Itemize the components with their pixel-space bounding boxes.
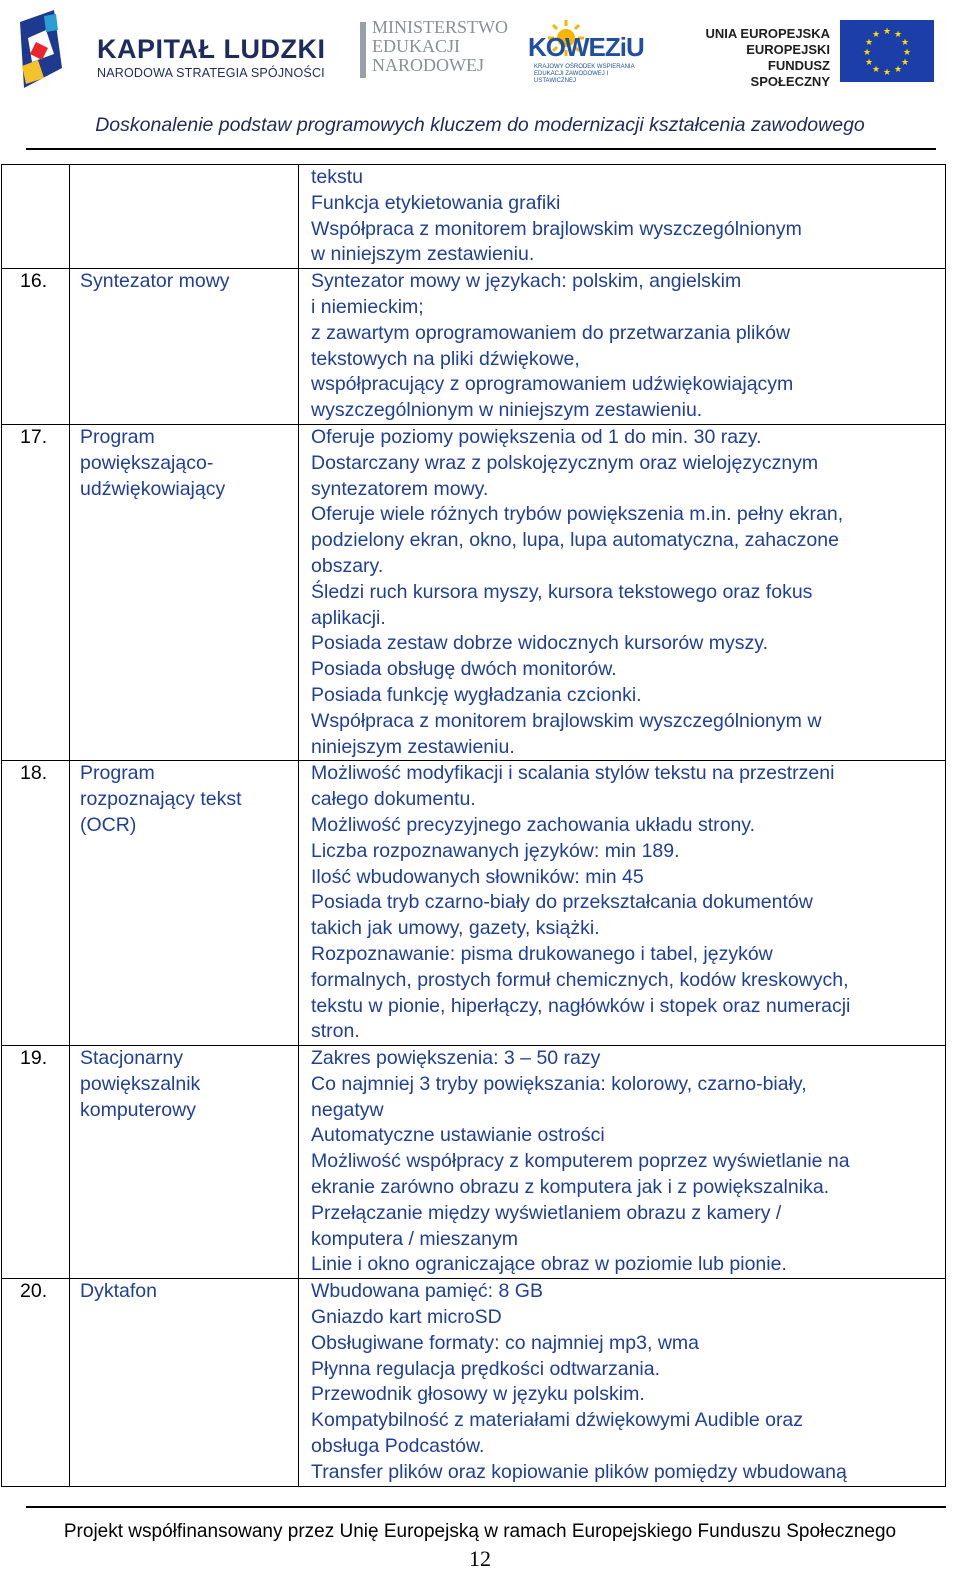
svg-text:★: ★ [882,27,892,37]
row-number-cell [2,761,70,1046]
kapital-ludzki-title: KAPITAŁ LUDZKI [97,34,326,64]
svg-text:★: ★ [862,48,872,58]
description-line: ekranie zarówno obrazu z komputera jak i z powiększalnika. [311,1176,830,1199]
description-line: Posiada funkcję wygładzania czcionki. [311,683,642,706]
item-name-line: powiększalnik [80,1072,201,1095]
description-line: Przewodnik głosowy w języku polskim. [311,1383,645,1406]
description-line: takich jak umowy, gazety, książki. [311,917,600,940]
table-row [2,1046,946,1279]
item-description-cell [299,1046,946,1279]
description-line: Gniazdo kart microSD [311,1306,502,1329]
ue-line2: EUROPEJSKI [746,42,830,57]
description-line: tekstu [311,166,364,188]
description-line: Współpraca z monitorem brajlowskim wyszczególnionym [311,217,802,240]
table-row [2,1279,946,1486]
men-logo-text [372,18,508,75]
description-line: Możliwość modyfikacji i scalania stylów tekstu na przestrzeni [311,762,835,785]
description-line: syntezatorem mowy. [311,477,489,500]
item-name-line: Syntezator mowy [80,270,230,293]
table-row [2,424,946,760]
svg-text:★: ★ [902,48,912,58]
item-description-cell [299,269,946,425]
svg-text:★: ★ [864,38,874,48]
koweziu-logo [528,18,648,84]
row-number: 17. [20,425,48,448]
item-description-cell [299,165,946,269]
description-line: całego dokumentu. [311,788,476,811]
description-line: Liczba rozpoznawanych języków: min 189. [311,839,680,862]
description-line: stron. [311,1020,360,1043]
description-line: Transfer plików oraz kopiowanie plików pomiędzy wbudowaną [311,1460,847,1483]
svg-text:★: ★ [893,65,903,75]
svg-text:★: ★ [882,68,892,78]
description-line: aplikacji. [311,606,386,629]
svg-text:★: ★ [871,65,881,75]
description-line: obsługa Podcastów. [311,1435,485,1458]
svg-text:★: ★ [900,38,910,48]
row-number-cell [2,1046,70,1279]
item-name-cell [70,165,299,269]
description-line: Posiada obsługę dwóch monitorów. [311,658,617,681]
description-line: Co najmniej 3 tryby powiększania: kolorowy, czarno-biały, [311,1072,807,1095]
ue-line1: UNIA EUROPEJSKA [705,26,830,41]
row-number-cell [2,1279,70,1486]
description-line: Płynna regulacja prędkości odtwarzania. [311,1357,661,1380]
header-divider [26,148,936,150]
description-line: wyszczególnionym w niniejszym zestawieniu. [311,399,703,422]
ue-line3: FUNDUSZ SPOŁECZNY [750,58,830,89]
description-line: tekstu w pionie, hiperłączy, nagłówków i stopek oraz numeracji [311,994,851,1017]
svg-text:★: ★ [900,58,910,68]
description-line: niniejszym zestawieniu. [311,735,515,758]
description-line: Śledzi ruch kursora myszy, kursora tekstowego oraz fokus [311,580,813,603]
item-name-line: Dyktafon [80,1280,157,1303]
item-description-cell [299,424,946,760]
item-name-line: (OCR) [80,813,137,836]
description-line: i niemieckim; [311,295,424,318]
men-logo-bar [360,22,366,78]
kapital-ludzki-subtitle: NARODOWA STRATEGIA SPÓJNOŚCI [97,66,325,80]
table-row [2,761,946,1046]
item-name-line: komputerowy [80,1098,196,1121]
description-line: negatyw [311,1098,384,1121]
item-description-cell [299,761,946,1046]
description-line: Posiada tryb czarno-biały do przekształcania dokumentów [311,891,813,914]
description-line: Kompatybilność z materiałami dźwiękowymi Audible oraz [311,1409,804,1432]
description-line: Ilość wbudowanych słowników: min 45 [311,865,644,888]
kapital-ludzki-emblem-icon [14,8,74,100]
item-name-line: rozpoznający tekst [80,788,242,811]
page-number: 12 [469,1546,491,1571]
description-line: Wbudowana pamięć: 8 GB [311,1280,543,1303]
specification-table [1,164,946,1487]
description-line: Funkcja etykietowania grafiki [311,191,561,214]
description-line: z zawartym oprogramowaniem do przetwarzania plików [311,321,791,344]
item-name-line: Stacjonarny [80,1047,183,1070]
description-line: Oferuje wiele różnych trybów powiększenia m.in. pełny ekran, [311,503,844,526]
footer-text: Projekt współfinansowany przez Unię Europejską w ramach Europejskiego Funduszu Społecznego [63,1521,897,1542]
item-name-line: udźwiękowiający [80,477,226,500]
item-name-line: Program [80,762,155,785]
svg-text:★: ★ [893,30,903,40]
description-line: podzielony ekran, okno, lupa, lupa automatyczna, zahaczone [311,529,839,552]
item-description-cell [299,1279,946,1486]
men-line2: EDUKACJI [372,36,460,56]
row-number-cell [2,424,70,760]
table-row [2,165,946,269]
description-line: obszary. [311,554,384,577]
row-number: 19. [20,1047,48,1070]
description-line: Współpraca z monitorem brajlowskim wyszczególnionym w [311,709,822,732]
description-line: Możliwość współpracy z komputerem poprzez wyświetlanie na [311,1150,850,1173]
item-name-cell [70,761,299,1046]
table-row [2,269,946,425]
item-name-cell [70,269,299,425]
svg-text:★: ★ [864,58,874,68]
specification-table-body [2,165,946,1487]
description-line: Obsługiwane formaty: co najmniej mp3, wma [311,1331,699,1354]
koweziu-name: KOWEZiU [528,32,644,62]
row-number: 20. [20,1280,48,1303]
footer-divider [26,1506,946,1508]
description-line: Oferuje poziomy powiększenia od 1 do min. 30 razy. [311,425,762,448]
men-line1: MINISTERSTWO [372,17,508,37]
svg-text:★: ★ [871,30,881,40]
koweziu-subtitle [534,64,644,85]
item-name-cell [70,1046,299,1279]
item-name-cell [70,1279,299,1486]
men-line3: NARODOWEJ [372,55,484,75]
description-line: współpracujący z oprogramowaniem udźwiękowiającym [311,373,794,396]
description-line: Posiada zestaw dobrze widocznych kursorów myszy. [311,632,768,655]
ue-logo-text [700,26,830,90]
item-name-cell [70,424,299,760]
description-line: Możliwość precyzyjnego zachowania układu strony. [311,813,756,836]
description-line: tekstowych na pliki dźwiękowe, [311,347,580,370]
row-number-cell [2,269,70,425]
eu-flag-icon [840,20,934,82]
description-line: formalnych, prostych formuł chemicznych, kodów kreskowych, [311,968,849,991]
description-line: Przełączanie między wyświetlaniem obrazu z kamery / [311,1201,782,1224]
description-line: komputera / mieszanym [311,1227,518,1250]
koweziu-sub1: KRAJOWY OŚRODEK WSPIERANIA [534,64,635,70]
document-header-title: Doskonalenie podstaw programowych kluczem do modernizacji kształcenia zawodowego [95,114,865,136]
description-line: Dostarczany wraz z polskojęzycznym oraz wielojęzycznym [311,451,819,474]
description-line: Syntezator mowy w językach: polskim, angielskim [311,270,742,293]
description-line: Rozpoznawanie: pisma drukowanego i tabel, języków [311,942,773,965]
description-line: Zakres powiększenia: 3 – 50 razy [311,1047,601,1070]
koweziu-sub2: EDUKACJI ZAWODOWEJ I USTAWICZNEJ [534,71,609,84]
description-line: Automatyczne ustawianie ostrości [311,1124,605,1147]
item-name-line: Program [80,425,155,448]
item-name-line: powiększająco- [80,451,214,474]
description-line: w niniejszym zestawieniu. [311,243,535,266]
description-line: Linie i okno ograniczające obraz w poziomie lub pionie. [311,1253,787,1276]
row-number: 16. [20,270,48,293]
row-number-cell [2,165,70,269]
header-logos [0,0,960,110]
row-number: 18. [20,762,48,785]
